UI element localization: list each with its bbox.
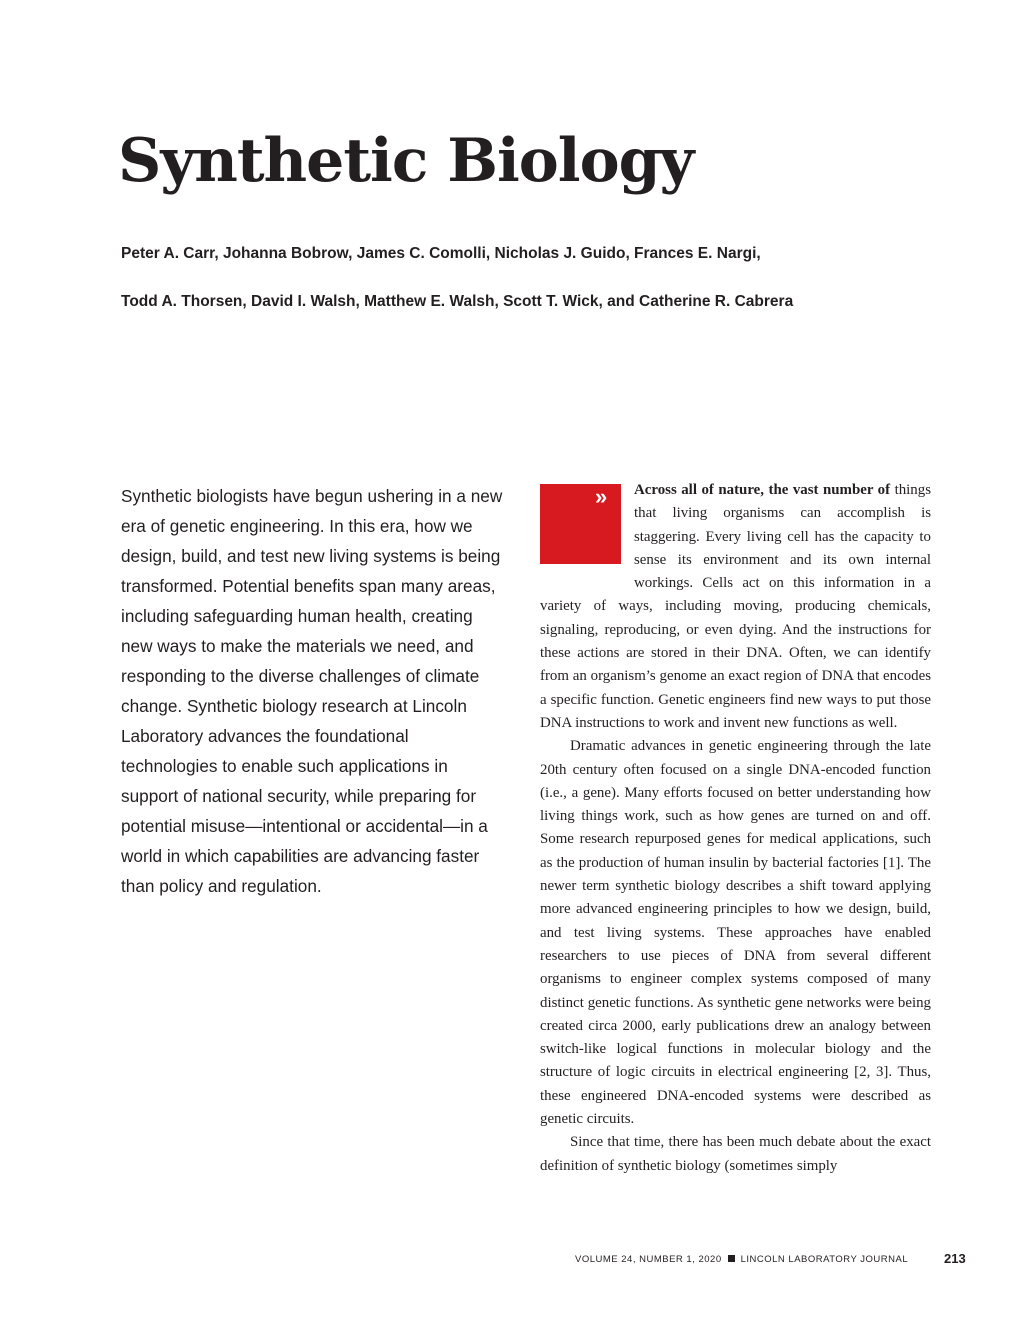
running-footer <box>575 1254 908 1265</box>
body-paragraph-2: Dramatic advances in genetic engineering through the late 20th century often focused on a single DNA-encoded function (i.e., a gene). Many efforts focused on better understanding how living things work, such as how genes are turned on and off. Some research repurposed genes for medical applications, such as the production of human insulin by bacterial factories [1]. The newer term synthetic biology describes a shift toward applying more advanced engineering principles to how we design, build, and test living systems. These approaches have enabled researchers to use pieces of DNA from several different organisms to engineer complex systems composed of many distinct genetic functions. As synthetic gene networks were being created circa 2000, early publications drew an analogy between switch-like logical functions in molecular biology and the structure of logic circuits in electrical engineering [2, 3]. Thus, these engineered DNA-encoded systems were described as genetic circuits. <box>540 738 931 1128</box>
body-paragraph-1 <box>540 479 931 735</box>
article-title: Synthetic Biology <box>118 126 694 196</box>
body-text <box>540 479 931 1178</box>
body-paragraph-3: Since that time, there has been much debate about the exact definition of synthetic biology (sometimes simply <box>540 1134 931 1174</box>
square-separator-icon <box>728 1255 735 1262</box>
page-number: 213 <box>944 1251 966 1266</box>
abstract: Synthetic biologists have begun ushering in a new era of genetic engineering. In this era, how we design, build, and test new living systems is being transformed. Potential benefits span many areas, including safeguarding human health, creating new ways to make the materials we need, and responding to the diverse challenges of climate change. Synthetic biology research at Lincoln Laboratory advances the foundational technologies to enable such applications in support of national security, while preparing for potential misuse—intentional or accidental—in a world in which capabilities are advancing faster than policy and regulation. <box>121 486 503 896</box>
lead-in: Across all of nature, the vast number of <box>634 482 891 498</box>
authors-line-2: Todd A. Thorsen, David I. Walsh, Matthew E. Walsh, Scott T. Wick, and Catherine R. Cabrera <box>121 293 794 310</box>
footer-journal: LINCOLN LABORATORY JOURNAL <box>740 1254 909 1265</box>
chevron-right-icon: » <box>595 484 608 509</box>
authors-line-1: Peter A. Carr, Johanna Bobrow, James C. Comolli, Nicholas J. Guido, Frances E. Nargi, <box>121 245 761 262</box>
paragraph-1-text: things that living organisms can accomplish is staggering. Every living cell has the capacity to sense its environment and its own internal workings. Cells act on this information in a variety of ways, including moving, producing chemicals, signaling, reproducing, or even dying. And the instructions for these actions are stored in their DNA. Often, we can identify from an organism’s genome an exact region of DNA that encodes a specific function. Genetic engineers find new ways to put those DNA instructions to work and invent new functions as well. <box>540 482 931 731</box>
footer-volume: VOLUME 24, NUMBER 1, 2020 <box>575 1254 722 1265</box>
